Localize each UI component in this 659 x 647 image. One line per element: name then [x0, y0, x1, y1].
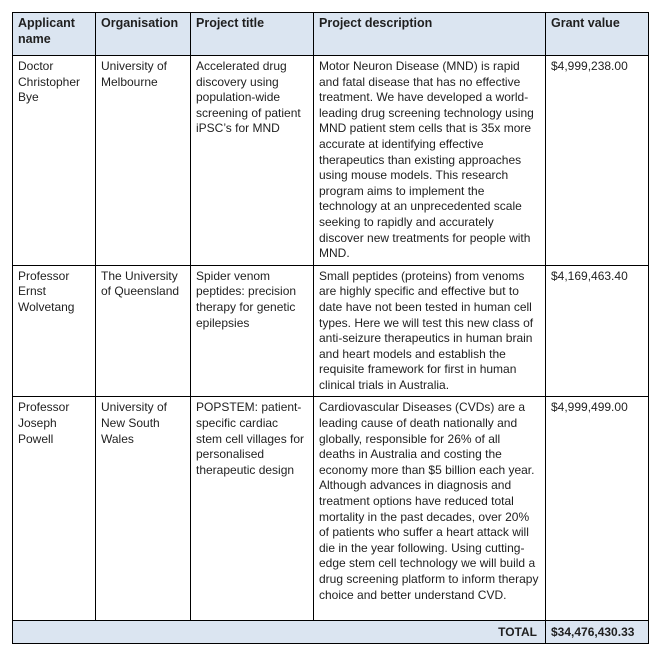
- table-row: [13, 265, 649, 397]
- cell-grant-value: $4,999,499.00: [546, 397, 649, 621]
- cell-organisation: University of Melbourne: [96, 56, 191, 266]
- cell-organisation: University of New South Wales: [96, 397, 191, 621]
- table-total-row: [13, 621, 649, 644]
- total-label: TOTAL: [13, 621, 546, 644]
- col-header-project-description: Project description: [314, 13, 546, 56]
- cell-grant-value: $4,999,238.00: [546, 56, 649, 266]
- table-header-row: [13, 13, 649, 56]
- table-row: [13, 56, 649, 266]
- cell-project-description: Motor Neuron Disease (MND) is rapid and fatal disease that has no effective treatment. We have developed a world-leading drug screening technology using MND patient stem cells that is 35x more accurate at identifying effective therapeutics than existing approaches using mouse models. This research program aims to implement the technology at an unprecedented scale seeking to rapidly and accurately discover new treatments for people with MND.: [314, 56, 546, 266]
- cell-applicant-name: Professor Joseph Powell: [13, 397, 96, 621]
- cell-applicant-name: Professor Ernst Wolvetang: [13, 265, 96, 397]
- cell-project-title: Spider venom peptides: precision therapy for genetic epilepsies: [191, 265, 314, 397]
- cell-applicant-name: Doctor Christopher Bye: [13, 56, 96, 266]
- cell-project-description: Cardiovascular Diseases (CVDs) are a leading cause of death nationally and globally, responsible for 26% of all deaths in Australia and costing the economy more than $5 billion each year. Although advances in diagnosis and treatment options have reduced total mortality in the past decades, over 20% of patients who suffer a heart attack will die in the year following. Using cutting-edge stem cell technology we will build a drug screening platform to inform therapy choice and better understand CVD.: [314, 397, 546, 621]
- cell-project-title: Accelerated drug discovery using population-wide screening of patient iPSC’s for MND: [191, 56, 314, 266]
- total-value: $34,476,430.33: [546, 621, 649, 644]
- table-row: [13, 397, 649, 621]
- cell-project-title: POPSTEM: patient-specific cardiac stem cell villages for personalised therapeutic design: [191, 397, 314, 621]
- col-header-organisation: Organisation: [96, 13, 191, 56]
- col-header-grant-value: Grant value: [546, 13, 649, 56]
- col-header-project-title: Project title: [191, 13, 314, 56]
- cell-organisation: The University of Queensland: [96, 265, 191, 397]
- cell-grant-value: $4,169,463.40: [546, 265, 649, 397]
- col-header-applicant-name: Applicant name: [13, 13, 96, 56]
- cell-project-description: Small peptides (proteins) from venoms are highly specific and effective but to date have not been tested in human cell types. Here we will test this new class of anti-seizure therapeutics in human brain and heart models and establish the requisite framework for first in human clinical trials in Australia.: [314, 265, 546, 397]
- grants-table: [12, 12, 649, 644]
